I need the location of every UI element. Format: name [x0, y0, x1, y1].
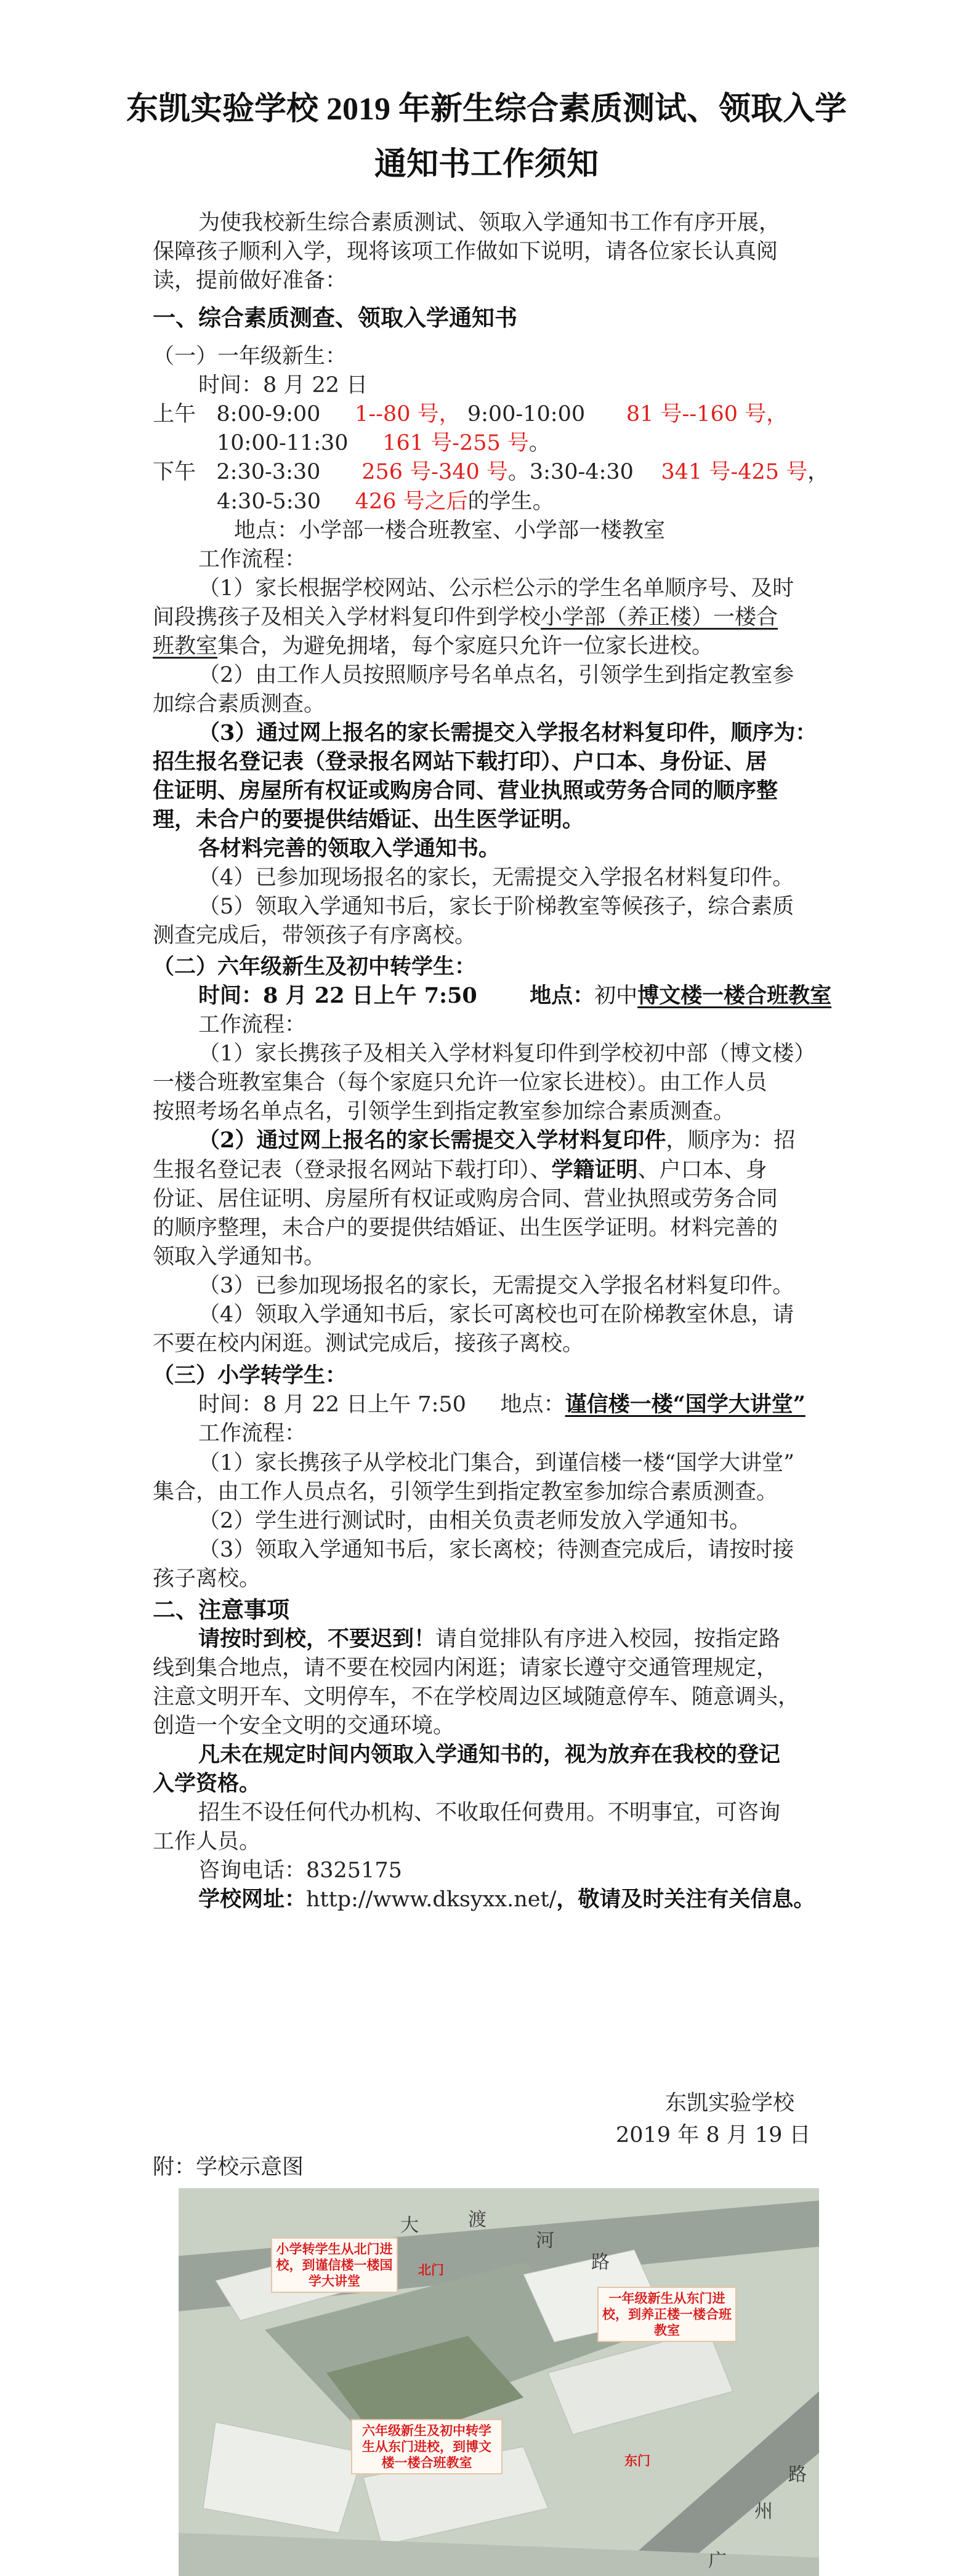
road-label: 路 [591, 2252, 610, 2273]
pm-time-2: 。3:30-4:30 [507, 460, 634, 484]
grade6-step-4-cont: 不要在校内闲逛。测试完成后，接孩子离校。 [153, 1331, 584, 1356]
pm-comma: ， [807, 460, 830, 484]
transfer-time-place [198, 1391, 805, 1418]
transfer-step-3: （3）领取入学通知书后，家长离校；待测查完成后，请按时接 [198, 1538, 794, 1562]
grade1-flow: 工作流程： [198, 547, 307, 572]
section-1-heading: 一、综合素质测查、领取入学通知书 [153, 304, 517, 331]
pm-time-1: 2:30-3:30 [216, 460, 321, 484]
am-range-3: 161 号-255 号 [382, 431, 529, 455]
grade1-step-2: （2）由工作人员按照顺序号名单点名，引领学生到指定教室参 [198, 663, 794, 688]
intro-line: 保障孩子顺利入学，现将该项工作做如下说明，请各位家长认真阅 [153, 239, 778, 264]
grade1-step-1: （1）家长根据学校网站、公示栏公示的学生名单顺序号、及时 [198, 576, 794, 601]
grade1-step-3-cont: 招生报名登记表（登录报名网站下载打印）、户口本、身份证、居 [153, 749, 767, 774]
road-label: 广 [708, 2550, 727, 2572]
signature-school: 东凯实验学校 [665, 2091, 795, 2116]
grade1-step-5: （5）领取入学通知书后，家长于阶梯教室等候孩子，综合素质 [198, 894, 794, 919]
text: 请按时到校，不要迟到！ [198, 1626, 436, 1651]
grade6-step-1: （1）家长携孩子及相关入学材料复印件到学校初中部（博文楼） [198, 1041, 816, 1066]
grade6-step-3: （3）已参加现场报名的家长，无需提交入学报名材料复印件。 [198, 1274, 794, 1298]
grade1-time: 时间：8 月 22 日 [198, 373, 368, 398]
website-link[interactable]: http://www.dksyxx.net/ [306, 1887, 557, 1912]
grade6-step-1-cont: 按照考场名单点名，引领学生到指定教室参加综合素质测查。 [153, 1099, 735, 1124]
note-2-cont: 入学资格。 [153, 1771, 261, 1796]
grade1-step-3: （3）通过网上报名的家长需提交入学报名材料复印件，顺序为： [198, 720, 817, 745]
note-3-cont: 工作人员。 [153, 1829, 261, 1854]
pm-end: 的学生。 [467, 489, 554, 514]
grade6-step-2-cont [153, 1157, 767, 1184]
road-label: 大 [400, 2215, 419, 2236]
grade6-step-2-cont: 领取入学通知书。 [153, 1245, 326, 1269]
pm-label: 下午 [153, 460, 196, 484]
grade1-location-end: 班教室 [153, 634, 218, 659]
road-label: 渡 [468, 2209, 486, 2231]
schedule-pm [153, 459, 829, 486]
am-label: 上午 [153, 402, 196, 427]
pm-time-3: 4:30-5:30 [217, 489, 321, 514]
pm-range-1: 256 号-340 号 [361, 460, 508, 484]
appendix-label: 附：学校示意图 [153, 2155, 304, 2180]
grade1-step-3-cont: 理，未合户的要提供结婚证、出生医学证明。 [153, 807, 584, 832]
school-map [179, 2188, 819, 2572]
grade1-place: 地点：小学部一楼合班教室、小学部一楼教室 [234, 518, 666, 543]
pm-range-3: 426 号之后 [355, 489, 468, 514]
map-label-sixth-grade: 六年级新生及初中转学生从东门进校，到博文楼一楼合班教室 [351, 2419, 503, 2474]
text: 请自觉排队有序进入校园，按指定路 [435, 1627, 781, 1651]
transfer-step-2: （2）学生进行测试时，由相关负责老师发放入学通知书。 [198, 1509, 751, 1533]
grade1-step-3-cont: 住证明、房屋所有权证或购房合同、营业执照或劳务合同的顺序整 [153, 778, 778, 803]
map-label-north-gate: 北门 [418, 2263, 444, 2277]
text: 初中 [594, 984, 638, 1008]
map-label-north-entry: 小学转学生从北门进校，到谨信楼一楼国学大讲堂 [271, 2237, 398, 2293]
grade1-heading: （一）一年级新生： [153, 344, 347, 369]
transfer-location: 谨信楼一楼“国学大讲堂” [565, 1392, 805, 1417]
intro-line: 读，提前做好准备： [153, 268, 347, 293]
grade1-step-4: （4）已参加现场报名的家长，无需提交入学报名材料复印件。 [198, 865, 794, 890]
text: 生报名登记表（登录报名网站下载打印）、 [153, 1158, 552, 1182]
schedule-am [153, 401, 788, 428]
grade6-step-2-cont: 份证、居住证明、房屋所有权证或购房合同、营业执照或劳务合同 [153, 1187, 778, 1211]
grade6-heading: （二）六年级新生及初中转学生： [153, 954, 477, 979]
text: 、户口本、身 [637, 1158, 767, 1182]
note-1-cont: 创造一个安全文明的交通环境。 [153, 1714, 455, 1738]
am-time-2: 9:00-10:00 [467, 402, 586, 427]
road-label: 州 [754, 2501, 773, 2522]
am-time-3: 10:00-11:30 [217, 431, 349, 455]
grade6-step-2-cont: 的顺序整理，未合户的要提供结婚证、出生医学证明。材料完善的 [153, 1216, 778, 1240]
text: ，敬请及时关注有关信息。 [556, 1887, 815, 1912]
grade1-step-3-cont: 各材料完善的领取入学通知书。 [198, 836, 501, 861]
section-2-heading: 二、注意事项 [153, 1596, 289, 1623]
grade6-time-place [198, 982, 831, 1009]
grade6-location: 博文楼一楼合班教室 [637, 983, 832, 1008]
transfer-step-1: （1）家长携孩子从学校北门集合，到谨信楼一楼“国学大讲堂” [198, 1451, 795, 1475]
am-range-2: 81 号--160 号， [626, 402, 788, 427]
note-1-cont: 注意文明开车、文明停车，不在学校周边区域随意停车、随意调头， [153, 1685, 800, 1709]
grade1-step-2-cont: 加综合素质测查。 [153, 692, 326, 716]
grade6-place-label: 地点： [530, 983, 595, 1008]
schedule-am-cont [217, 430, 551, 457]
road-label: 路 [788, 2464, 807, 2486]
road-label: 河 [536, 2230, 554, 2252]
grade1-step-1-cont [153, 633, 713, 660]
text: 集合，为避免拥堵，每个家庭只允许一位家长进校。 [217, 634, 714, 659]
note-2: 凡未在规定时间内领取入学通知书的，视为放弃在我校的登记 [198, 1742, 781, 1767]
am-end: 。 [528, 431, 551, 455]
contact-phone: 咨询电话：8325175 [198, 1858, 402, 1883]
am-time-1: 8:00-9:00 [216, 402, 321, 427]
website-line [198, 1886, 815, 1913]
grade6-time: 时间：8 月 22 日上午 7:50 [198, 983, 477, 1008]
note-3: 招生不设任何代办机构、不收取任何费用。不明事宜，可咨询 [198, 1800, 781, 1825]
transfer-step-1-cont: 集合，由工作人员点名，引领学生到指定教室参加综合素质测查。 [153, 1480, 778, 1504]
grade6-flow: 工作流程： [198, 1013, 307, 1037]
text: 学籍证明 [551, 1157, 638, 1182]
am-range-1: 1--80 号， [355, 402, 461, 427]
transfer-flow: 工作流程： [198, 1421, 307, 1446]
schedule-pm-cont [217, 488, 554, 515]
grade1-location: 小学部（养正楼）一楼合 [541, 605, 778, 630]
text: （2）通过网上报名的家长需提交入学材料复印件 [198, 1128, 666, 1153]
transfer-heading: （三）小学转学生： [153, 1363, 347, 1388]
grade6-step-2 [198, 1127, 795, 1154]
grade1-step-1-cont [153, 604, 778, 631]
title-line-1: 东凯实验学校 2019 年新生综合素质测试、领取入学 [126, 92, 847, 127]
map-label-east-gate: 东门 [624, 2454, 650, 2468]
transfer-step-3-cont: 孩子离校。 [153, 1567, 261, 1591]
text: 学校网址： [198, 1887, 307, 1912]
signature-date: 2019 年 8 月 19 日 [616, 2123, 811, 2148]
transfer-time: 时间：8 月 22 日上午 7:50 [198, 1392, 466, 1417]
text: 间段携孩子及相关入学材料复印件到学校 [153, 605, 541, 630]
grade1-step-5-cont: 测查完成后，带领孩子有序离校。 [153, 923, 477, 948]
transfer-place-label: 地点： [500, 1392, 565, 1417]
title-line-2: 通知书工作须知 [374, 147, 599, 182]
grade6-step-1-cont: 一楼合班教室集合（每个家庭只允许一位家长进校）。由工作人员 [153, 1070, 767, 1095]
map-label-first-grade: 一年级新生从东门进校，到养正楼一楼合班教室 [597, 2287, 737, 2342]
text: ，顺序为：招 [666, 1128, 796, 1153]
intro-line: 为使我校新生综合素质测试、领取入学通知书工作有序开展， [198, 211, 781, 235]
note-1-cont: 线到集合地点，请不要在校园内闲逛；请家长遵守交通管理规定， [153, 1656, 778, 1680]
note-1 [198, 1626, 780, 1653]
grade6-step-4: （4）领取入学通知书后，家长可离校也可在阶梯教室休息，请 [198, 1302, 794, 1327]
pm-range-2: 341 号-425 号 [661, 460, 808, 484]
